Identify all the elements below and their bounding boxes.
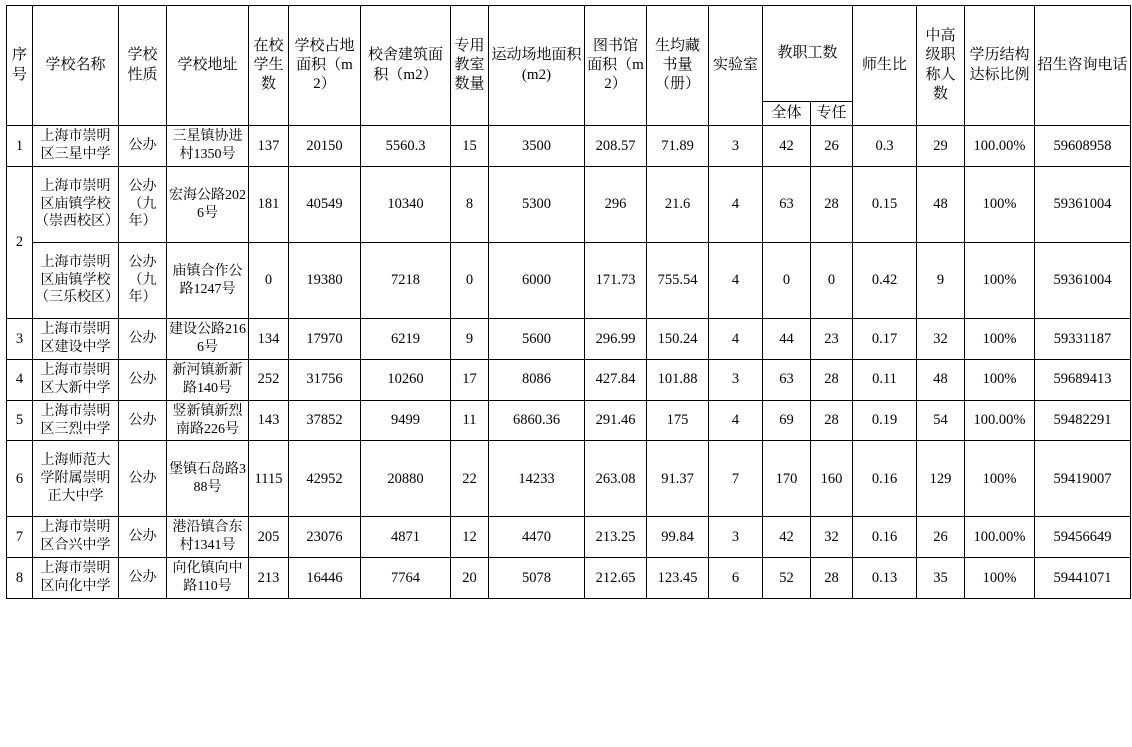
cell-land-area: 40549 [289,167,361,243]
cell-books-per-student: 21.6 [647,167,709,243]
cell-building-area: 9499 [361,400,451,441]
cell-building-area: 4871 [361,517,451,558]
cell-sports-area: 6860.36 [489,400,585,441]
cell-sports-area: 6000 [489,243,585,319]
cell-staff-fulltime: 32 [811,517,853,558]
cell-staff-fulltime: 160 [811,441,853,517]
cell-books-per-student: 71.89 [647,126,709,167]
cell-teacher-student-ratio: 0.13 [853,558,917,599]
cell-staff-fulltime: 28 [811,558,853,599]
cell-staff-total: 42 [763,126,811,167]
cell-seq: 7 [7,517,33,558]
cell-admission-phone: 59608958 [1035,126,1131,167]
cell-senior-titles: 54 [917,400,965,441]
table-header [7,6,1131,126]
header-degree-rate: 学历结构达标比例 [965,6,1035,126]
header-sports-area: 运动场地面积(m2) [489,6,585,126]
cell-staff-total: 63 [763,359,811,400]
table-row [7,400,1131,441]
header-books-per-student: 生均藏书量（册） [647,6,709,126]
cell-school-address: 竖新镇新烈南路226号 [167,400,249,441]
cell-special-rooms: 20 [451,558,489,599]
cell-students: 0 [249,243,289,319]
cell-school-address: 建设公路2166号 [167,319,249,360]
cell-admission-phone: 59482291 [1035,400,1131,441]
header-library-area: 图书馆面积（m2） [585,6,647,126]
cell-labs: 7 [709,441,763,517]
cell-books-per-student: 150.24 [647,319,709,360]
cell-teacher-student-ratio: 0.3 [853,126,917,167]
cell-staff-fulltime: 26 [811,126,853,167]
cell-sports-area: 5078 [489,558,585,599]
cell-special-rooms: 9 [451,319,489,360]
cell-seq: 1 [7,126,33,167]
header-special-rooms: 专用教室数量 [451,6,489,126]
header-staff-fulltime: 专任 [811,102,853,126]
cell-library-area: 213.25 [585,517,647,558]
header-seq: 序号 [7,6,33,126]
cell-senior-titles: 26 [917,517,965,558]
cell-building-area: 7764 [361,558,451,599]
cell-school-name: 上海市崇明区三烈中学 [33,400,119,441]
cell-seq: 2 [7,167,33,319]
cell-labs: 4 [709,243,763,319]
cell-school-address: 三星镇协进村1350号 [167,126,249,167]
cell-library-area: 263.08 [585,441,647,517]
table-row [7,167,1131,243]
cell-sports-area: 5300 [489,167,585,243]
cell-school-name: 上海市崇明区建设中学 [33,319,119,360]
cell-sports-area: 4470 [489,517,585,558]
cell-staff-fulltime: 28 [811,400,853,441]
cell-staff-total: 44 [763,319,811,360]
cell-library-area: 296 [585,167,647,243]
cell-labs: 3 [709,126,763,167]
cell-school-address: 宏海公路2026号 [167,167,249,243]
cell-library-area: 171.73 [585,243,647,319]
cell-labs: 3 [709,517,763,558]
cell-admission-phone: 59361004 [1035,167,1131,243]
cell-degree-rate: 100% [965,243,1035,319]
table-row [7,319,1131,360]
cell-degree-rate: 100.00% [965,400,1035,441]
header-students: 在校学生数 [249,6,289,126]
school-info-table [6,5,1131,599]
cell-special-rooms: 12 [451,517,489,558]
header-school-name: 学校名称 [33,6,119,126]
cell-admission-phone: 59689413 [1035,359,1131,400]
cell-school-name: 上海市崇明区大新中学 [33,359,119,400]
cell-sports-area: 5600 [489,319,585,360]
cell-students: 134 [249,319,289,360]
cell-sports-area: 8086 [489,359,585,400]
cell-land-area: 23076 [289,517,361,558]
cell-teacher-student-ratio: 0.17 [853,319,917,360]
cell-admission-phone: 59456649 [1035,517,1131,558]
cell-senior-titles: 32 [917,319,965,360]
cell-land-area: 20150 [289,126,361,167]
cell-school-name: 上海市崇明区合兴中学 [33,517,119,558]
cell-school-name: 上海市崇明区庙镇学校（崇西校区） [33,167,119,243]
cell-degree-rate: 100% [965,359,1035,400]
table-row [7,359,1131,400]
cell-students: 252 [249,359,289,400]
cell-senior-titles: 129 [917,441,965,517]
header-building-area: 校舍建筑面积（m2） [361,6,451,126]
cell-senior-titles: 35 [917,558,965,599]
cell-school-address: 庙镇合作公路1247号 [167,243,249,319]
cell-staff-total: 0 [763,243,811,319]
cell-special-rooms: 15 [451,126,489,167]
header-admission-phone: 招生咨询电话 [1035,6,1131,126]
cell-labs: 4 [709,167,763,243]
cell-degree-rate: 100% [965,319,1035,360]
cell-special-rooms: 22 [451,441,489,517]
header-staff-total: 全体 [763,102,811,126]
cell-school-nature: 公办 [119,359,167,400]
cell-admission-phone: 59419007 [1035,441,1131,517]
cell-land-area: 19380 [289,243,361,319]
cell-land-area: 42952 [289,441,361,517]
cell-admission-phone: 59331187 [1035,319,1131,360]
cell-special-rooms: 17 [451,359,489,400]
cell-senior-titles: 9 [917,243,965,319]
cell-library-area: 427.84 [585,359,647,400]
cell-building-area: 10260 [361,359,451,400]
cell-seq: 5 [7,400,33,441]
cell-building-area: 7218 [361,243,451,319]
table-body [7,126,1131,599]
cell-labs: 3 [709,359,763,400]
table-row [7,243,1131,319]
cell-building-area: 10340 [361,167,451,243]
header-senior-titles: 中高级职称人数 [917,6,965,126]
cell-school-address: 港沿镇合东村1341号 [167,517,249,558]
header-teacher-student-ratio: 师生比 [853,6,917,126]
cell-senior-titles: 48 [917,359,965,400]
cell-land-area: 31756 [289,359,361,400]
cell-library-area: 212.65 [585,558,647,599]
cell-school-name: 上海市崇明区庙镇学校（三乐校区） [33,243,119,319]
cell-books-per-student: 91.37 [647,441,709,517]
cell-students: 213 [249,558,289,599]
cell-students: 181 [249,167,289,243]
cell-labs: 6 [709,558,763,599]
cell-building-area: 5560.3 [361,126,451,167]
cell-staff-fulltime: 23 [811,319,853,360]
cell-school-nature: 公办 [119,319,167,360]
cell-special-rooms: 8 [451,167,489,243]
table-row [7,558,1131,599]
cell-staff-total: 42 [763,517,811,558]
header-staff-group: 教职工数 [763,6,853,102]
table-row [7,517,1131,558]
cell-school-nature: 公办 [119,126,167,167]
cell-library-area: 208.57 [585,126,647,167]
cell-special-rooms: 0 [451,243,489,319]
cell-seq: 8 [7,558,33,599]
cell-staff-total: 69 [763,400,811,441]
cell-school-address: 向化镇向中路110号 [167,558,249,599]
cell-seq: 4 [7,359,33,400]
cell-sports-area: 14233 [489,441,585,517]
cell-building-area: 20880 [361,441,451,517]
header-school-nature: 学校性质 [119,6,167,126]
cell-land-area: 16446 [289,558,361,599]
cell-school-nature: 公办（九年） [119,243,167,319]
cell-labs: 4 [709,400,763,441]
cell-books-per-student: 175 [647,400,709,441]
cell-library-area: 296.99 [585,319,647,360]
cell-seq: 6 [7,441,33,517]
cell-school-nature: 公办 [119,441,167,517]
cell-degree-rate: 100% [965,558,1035,599]
cell-land-area: 37852 [289,400,361,441]
cell-teacher-student-ratio: 0.15 [853,167,917,243]
cell-school-name: 上海市崇明区三星中学 [33,126,119,167]
cell-school-nature: 公办 [119,517,167,558]
cell-books-per-student: 99.84 [647,517,709,558]
cell-teacher-student-ratio: 0.11 [853,359,917,400]
cell-staff-total: 63 [763,167,811,243]
cell-school-nature: 公办 [119,558,167,599]
cell-staff-fulltime: 28 [811,167,853,243]
cell-books-per-student: 755.54 [647,243,709,319]
cell-school-name: 上海市崇明区向化中学 [33,558,119,599]
cell-school-nature: 公办 [119,400,167,441]
cell-staff-total: 52 [763,558,811,599]
cell-teacher-student-ratio: 0.42 [853,243,917,319]
table-row [7,441,1131,517]
cell-teacher-student-ratio: 0.16 [853,517,917,558]
header-school-address: 学校地址 [167,6,249,126]
cell-students: 137 [249,126,289,167]
cell-building-area: 6219 [361,319,451,360]
cell-degree-rate: 100.00% [965,517,1035,558]
cell-students: 205 [249,517,289,558]
cell-degree-rate: 100% [965,167,1035,243]
cell-degree-rate: 100% [965,441,1035,517]
cell-degree-rate: 100.00% [965,126,1035,167]
cell-sports-area: 3500 [489,126,585,167]
cell-school-address: 新河镇新新路140号 [167,359,249,400]
cell-teacher-student-ratio: 0.16 [853,441,917,517]
header-land-area: 学校占地面积（m2） [289,6,361,126]
cell-admission-phone: 59441071 [1035,558,1131,599]
cell-students: 1115 [249,441,289,517]
cell-library-area: 291.46 [585,400,647,441]
cell-school-address: 堡镇石岛路388号 [167,441,249,517]
cell-seq: 3 [7,319,33,360]
cell-school-name: 上海师范大学附属崇明正大中学 [33,441,119,517]
cell-senior-titles: 29 [917,126,965,167]
cell-senior-titles: 48 [917,167,965,243]
cell-admission-phone: 59361004 [1035,243,1131,319]
cell-staff-fulltime: 28 [811,359,853,400]
cell-books-per-student: 101.88 [647,359,709,400]
cell-staff-total: 170 [763,441,811,517]
cell-students: 143 [249,400,289,441]
table-row [7,126,1131,167]
cell-school-nature: 公办（九年） [119,167,167,243]
cell-staff-fulltime: 0 [811,243,853,319]
cell-land-area: 17970 [289,319,361,360]
header-labs: 实验室 [709,6,763,126]
cell-teacher-student-ratio: 0.19 [853,400,917,441]
cell-labs: 4 [709,319,763,360]
cell-books-per-student: 123.45 [647,558,709,599]
cell-special-rooms: 11 [451,400,489,441]
